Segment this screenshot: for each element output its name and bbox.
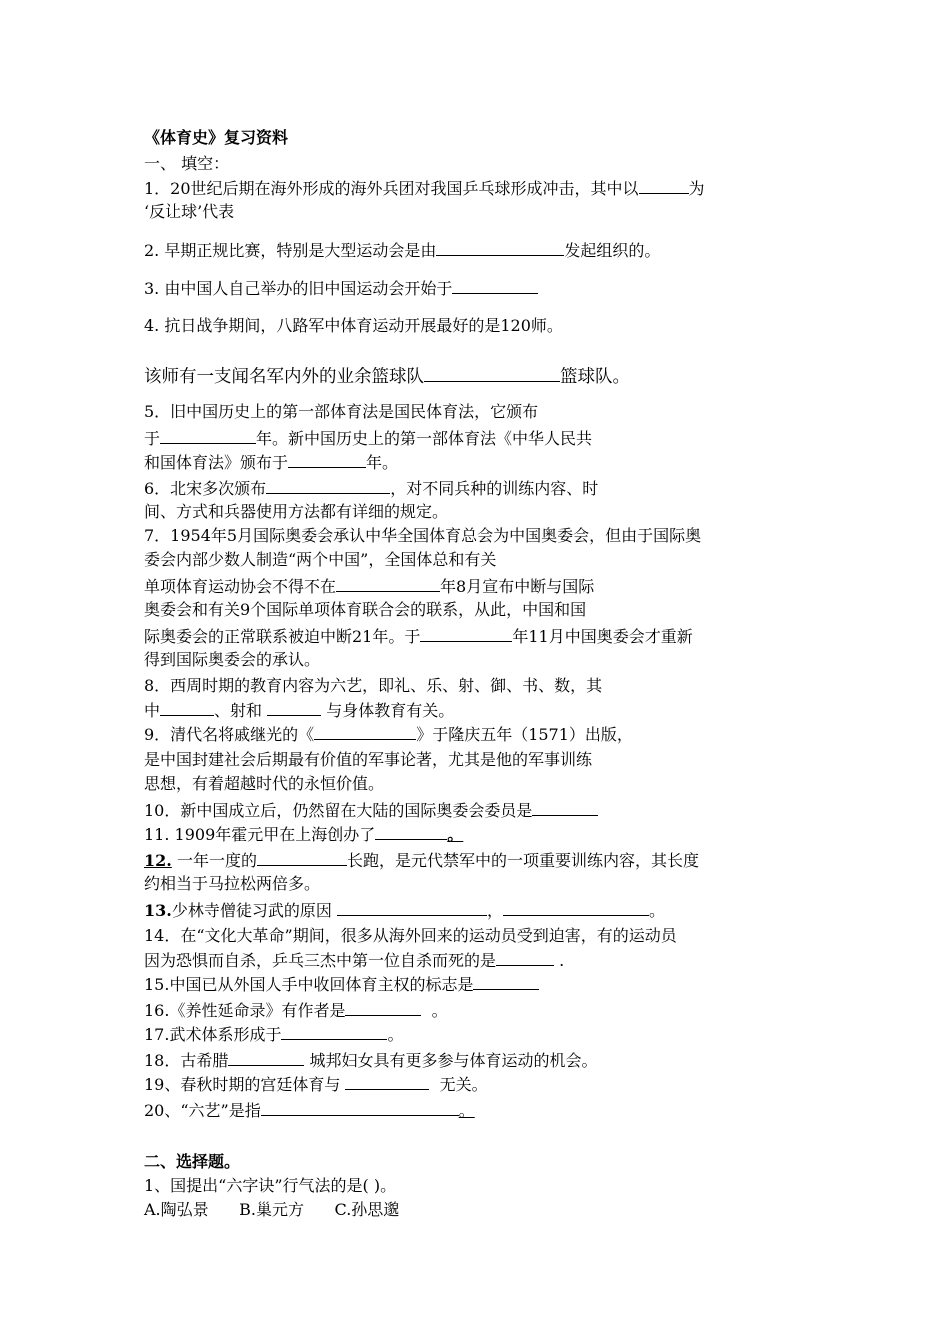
choice-question-1: 1、国提出“六字诀”行气法的是( )。 bbox=[144, 1176, 397, 1195]
blank bbox=[337, 900, 487, 916]
question-6-line-1: 6．北宋多次颁布 ，对不同兵种的训练内容、时 bbox=[144, 479, 599, 498]
question-7-line-5: 际奥委会的正常联系被迫中断21年。于 年11月中国奥委会才重新 bbox=[144, 627, 693, 646]
question-3: 3. 由中国人自己举办的旧中国运动会开始于 bbox=[144, 278, 538, 299]
question-7-line-6: 得到国际奥委会的承认。 bbox=[144, 650, 321, 669]
blank bbox=[496, 950, 554, 966]
blank bbox=[424, 366, 560, 382]
question-7-line-1: 7．1954年5月国际奥委会承认中华全国体育总会为中国奥委会，但由于国际奥 bbox=[144, 526, 702, 545]
blank bbox=[228, 1050, 304, 1066]
blank bbox=[281, 1024, 387, 1040]
blank bbox=[160, 700, 214, 716]
section-heading-fill-blank: 一、 填空： bbox=[144, 154, 230, 173]
question-5-line-1: 5．旧中国历史上的第一部体育法是国民体育法，它颁布 bbox=[144, 402, 539, 421]
question-7-line-2: 委会内部少数人制造“两个中国”，全国体总和有关 bbox=[144, 550, 497, 569]
question-12-line-2: 约相当于马拉松两倍多。 bbox=[144, 874, 321, 893]
choice-question-1-options: A.陶弘景 B.巢元方 C.孙思邈 bbox=[144, 1200, 400, 1219]
blank bbox=[261, 1100, 459, 1116]
blank bbox=[257, 850, 347, 866]
question-14-line-1: 14．在“文化大革命”期间，很多从海外回来的运动员受到迫害，有的运动员 bbox=[144, 926, 677, 945]
blank bbox=[345, 1074, 429, 1090]
blank bbox=[452, 278, 538, 294]
blank bbox=[639, 178, 689, 194]
question-5-line-2: 于 年。新中国历史上的第一部体育法《中华人民共 bbox=[144, 429, 593, 448]
blank bbox=[160, 428, 256, 444]
question-10: 10．新中国成立后，仍然留在大陆的国际奥委会委员是 bbox=[144, 800, 598, 821]
blank bbox=[267, 700, 321, 716]
question-9-line-1: 9．清代名将戚继光的《 》于隆庆五年（1571）出版， bbox=[144, 725, 633, 744]
question-16: 16.《养性延命录》有作者是 。 bbox=[144, 1001, 448, 1020]
blank bbox=[375, 824, 447, 840]
question-6-line-2: 间、方式和兵器使用方法都有详细的规定。 bbox=[144, 502, 449, 521]
question-4-line-1: 4. 抗日战争期间，八路军中体育运动开展最好的是120师。 bbox=[144, 316, 563, 335]
question-9-line-3: 思想，有着超越时代的永恒价值。 bbox=[144, 774, 385, 793]
question-1-line-2: ‘反让球’代表 bbox=[144, 202, 235, 221]
question-8-line-2: 中 、射和 与身体教育有关。 bbox=[144, 701, 455, 720]
blank bbox=[532, 800, 598, 816]
question-15: 15.中国已从外国人手中收回体育主权的标志是 bbox=[144, 974, 539, 995]
question-14-line-2: 因为恐惧而自杀，乒乓三杰中第一位自杀而死的是 . bbox=[144, 951, 565, 970]
blank bbox=[345, 1000, 421, 1016]
doc-title: 《体育史》复习资料 bbox=[144, 128, 289, 147]
question-20: 20、“六艺”是指 。 bbox=[144, 1101, 475, 1120]
blank bbox=[436, 240, 564, 256]
section-heading-multiple-choice: 二、选择题。 bbox=[144, 1152, 241, 1171]
question-18: 18．古希腊 城邦妇女具有更多参与体育运动的机会。 bbox=[144, 1051, 598, 1070]
question-1-line-1: 1．20世纪后期在海外形成的海外兵团对我国乒乓球形成冲击，其中以 为 bbox=[144, 179, 705, 198]
question-19: 19、春秋时期的宫廷体育与 无关。 bbox=[144, 1075, 488, 1094]
question-12-line-1: 12. 一年一度的 长跑，是元代禁军中的一项重要训练内容，其长度 bbox=[144, 851, 699, 870]
question-17: 17.武术体系形成于 。 bbox=[144, 1025, 404, 1044]
question-4-line-2: 该师有一支闻名军内外的业余篮球队 篮球队。 bbox=[144, 367, 630, 387]
blank bbox=[420, 626, 512, 642]
question-9-line-2: 是中国封建社会后期最有价值的军事论著，尤其是他的军事训练 bbox=[144, 750, 593, 769]
blank bbox=[336, 576, 440, 592]
question-11: 11. 1909年霍元甲在上海创办了 。 bbox=[144, 825, 464, 844]
blank bbox=[503, 900, 649, 916]
question-13: 13.少林寺僧徒习武的原因 ， 。 bbox=[144, 901, 665, 920]
blank bbox=[288, 452, 366, 468]
question-7-line-3: 单项体育运动协会不得不在 年8月宣布中断与国际 bbox=[144, 577, 595, 596]
blank bbox=[473, 974, 539, 990]
question-7-line-4: 奥委会和有关9个国际单项体育联合会的联系，从此，中国和国 bbox=[144, 600, 587, 619]
question-5-line-3: 和国体育法》颁布于 年。 bbox=[144, 453, 399, 472]
question-2: 2. 早期正规比赛，特别是大型运动会是由 发起组织的。 bbox=[144, 241, 661, 260]
question-8-line-1: 8．西周时期的教育内容为六艺，即礼、乐、射、御、书、数，其 bbox=[144, 676, 603, 695]
blank bbox=[266, 478, 390, 494]
blank bbox=[314, 724, 416, 740]
